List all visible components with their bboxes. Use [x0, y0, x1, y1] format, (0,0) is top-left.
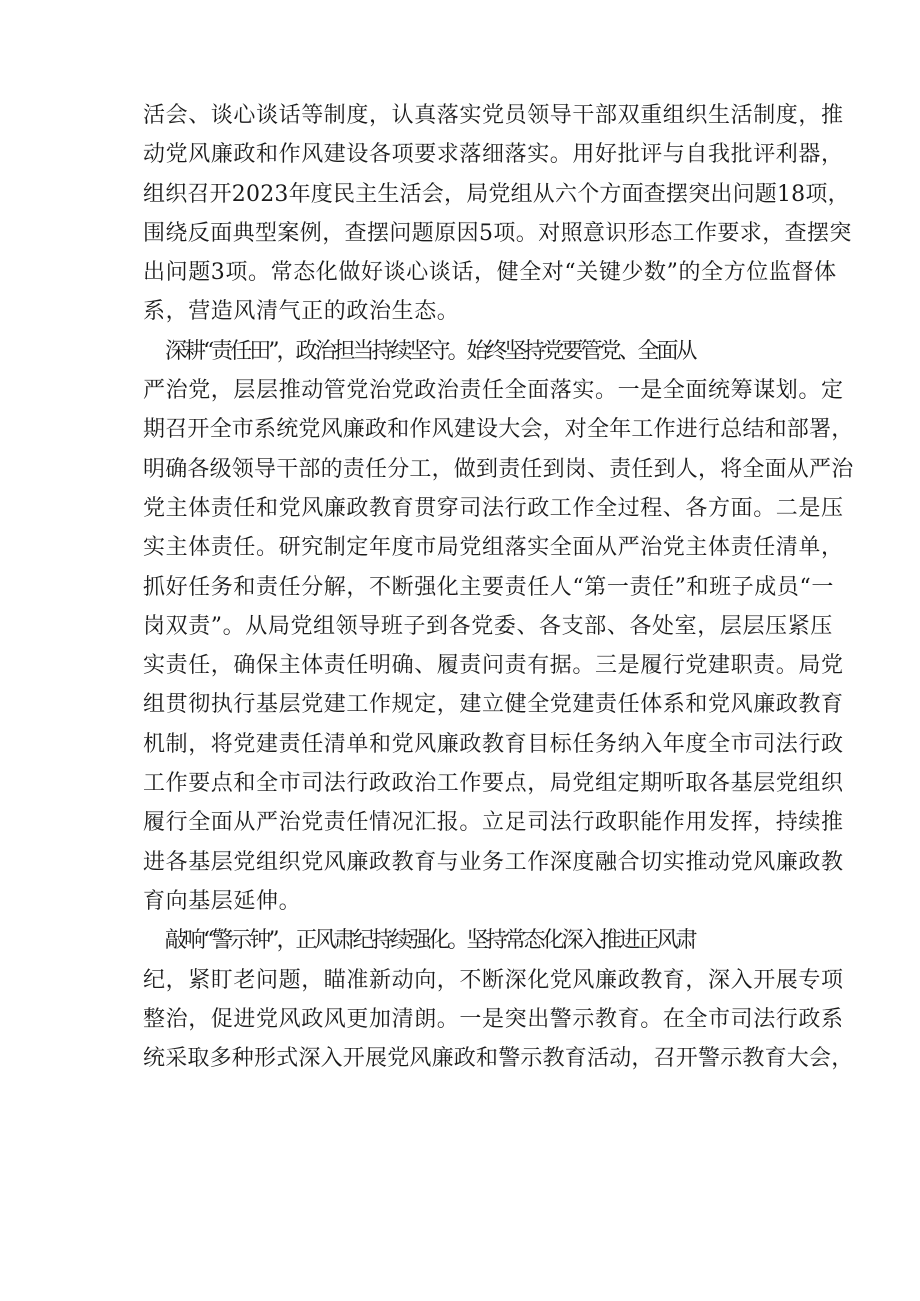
text-line: 纪，紧盯老问题，瞄准新动向，不断深化党风廉政教育，深入开展专项: [143, 967, 844, 993]
text-line: 出问题3项。常态化做好谈心谈话，健全对“关键少数”的全方位监督体: [143, 260, 837, 286]
text-line: 进各基层党组织党风廉政教育与业务工作深度融合切实推动党风廉政教: [143, 849, 844, 875]
text-line: 抓好任务和责任分解，不断强化主要责任人“第一责任”和班子成员“一: [143, 574, 834, 600]
text-line: 动党风廉政和作风建设各项要求落细落实。用好批评与自我批评利器，: [143, 142, 844, 168]
paragraph-start-line: 深耕“责任田”，政治担当持续坚守。始终坚持党要管党、全面从: [165, 338, 695, 364]
text-line: 系，营造风清气正的政治生态。: [143, 299, 460, 325]
text-line: 围绕反面典型案例，查摆问题原因5项。对照意识形态工作要求，查摆突: [143, 220, 852, 246]
text-line: 岗双责”。从局党组领导班子到各党委、各支部、各处室，层层压紧压: [143, 613, 833, 639]
text-line: 组织召开2023年度民主生活会，局党组从六个方面查摆突出问题18项，: [143, 181, 850, 207]
text-line: 履行全面从严治党责任情况汇报。立足司法行政职能作用发挥，持续推: [143, 810, 844, 836]
text-line: 机制，将党建责任清单和党风廉政教育目标任务纳入年度全市司法行政: [143, 731, 844, 757]
text-line: 整治，促进党风政风更加清朗。一是突出警示教育。在全市司法行政系: [143, 1006, 844, 1032]
text-line: 实主体责任。研究制定年度市局党组落实全面从严治党主体责任清单，: [143, 535, 844, 561]
text-line: 活会、谈心谈话等制度，认真落实党员领导干部双重组织生活制度，推: [143, 103, 844, 128]
body-text: [143, 96, 853, 1078]
text-line: 组贯彻执行基层党建工作规定，建立健全党建责任体系和党风廉政教育: [143, 692, 844, 718]
text-line: 党主体责任和党风廉政教育贯穿司法行政工作全过程、各方面。二是压: [143, 495, 844, 521]
text-line: 严治党，层层推动管党治党政治责任全面落实。一是全面统筹谋划。定: [143, 378, 844, 404]
text-line: 育向基层延伸。: [143, 888, 302, 914]
text-line: 期召开全市系统党风廉政和作风建设大会，对全年工作进行总结和部署，: [143, 417, 854, 443]
paragraph-start-line: 敲响“警示钟”，正风肃纪持续强化。坚持常态化深入推进正风肃: [165, 928, 695, 954]
text-line: 工作要点和全市司法行政政治工作要点，局党组定期听取各基层党组织: [143, 771, 844, 797]
text-line: 实责任，确保主体责任明确、履责问责有据。三是履行党建职责。局党: [143, 653, 844, 679]
text-line: 统采取多种形式深入开展党风廉政和警示教育活动，召开警示教育大会，: [143, 1046, 854, 1072]
text-line: 明确各级领导干部的责任分工，做到责任到岗、责任到人，将全面从严治: [143, 456, 854, 482]
